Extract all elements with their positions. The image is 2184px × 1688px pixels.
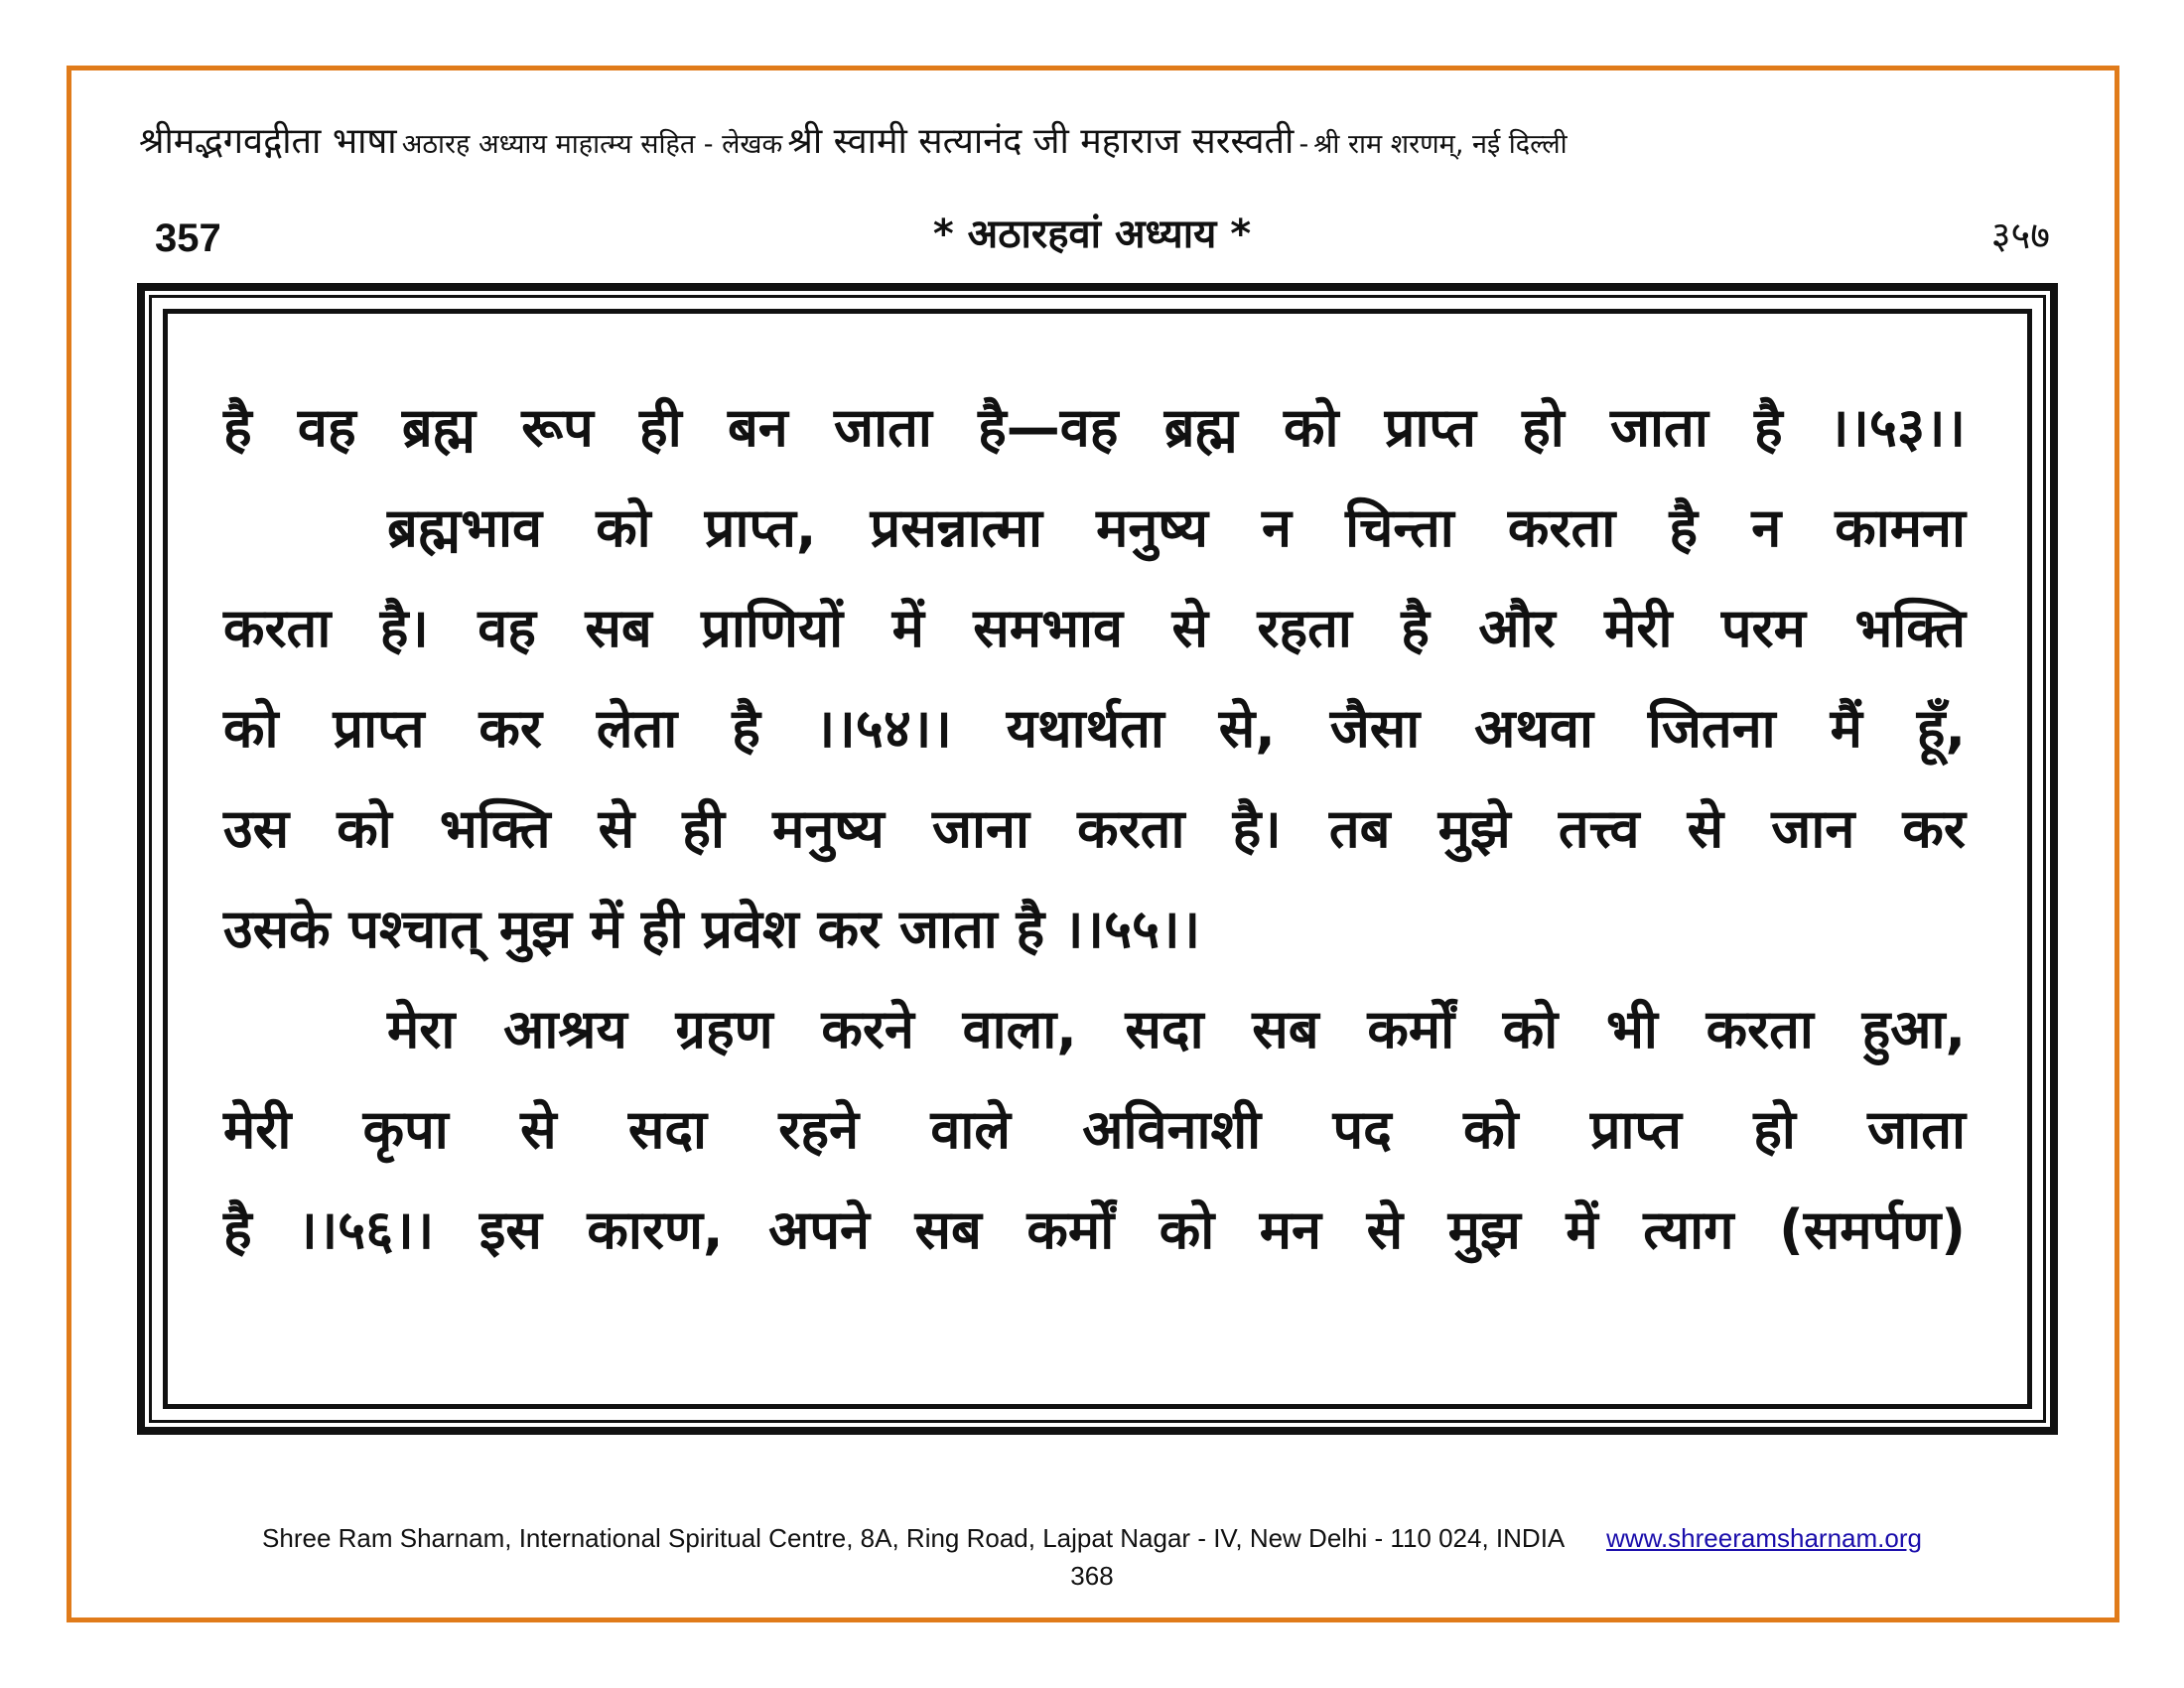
page-number-devanagari: ३५७ (1990, 213, 2050, 257)
footer-address: Shree Ram Sharnam, International Spiritual Centre, 8A, Ring Road, Lajpat Nagar - IV, New Delhi - 110 024, INDIA (262, 1523, 1564, 1553)
running-header (139, 115, 2065, 164)
text-line: है वह ब्रह्म रूप ही बन जाता है—वह ब्रह्म को प्राप्त हो जाता है ।।५३।। (223, 396, 1966, 459)
footer-page-number: 368 (1070, 1561, 1114, 1591)
footer-address-line (0, 1523, 2184, 1554)
chapter-title: * अठारहवां अध्याय * (932, 211, 1252, 257)
text-line: मेरा आश्रय ग्रहण करने वाला, सदा सब कर्मों को भी करता हुआ, (387, 998, 1966, 1060)
page-number-arabic: 357 (155, 216, 221, 260)
text-line: ब्रह्मभाव को प्राप्त, प्रसन्नात्मा मनुष्य न चिन्ता करता है न कामना (387, 496, 1966, 559)
website-link[interactable]: www.shreeramsharnam.org (1606, 1523, 1922, 1553)
text-line: मेरी कृपा से सदा रहने वाले अविनाशी पद को प्राप्त हो जाता (223, 1098, 1966, 1161)
text-line: करता है। वह सब प्राणियों में समभाव से रहता है और मेरी परम भक्ति (223, 597, 1966, 659)
publisher-name: श्री राम शरणम्, नई दिल्ली (1313, 129, 1568, 160)
text-line: उसके पश्चात् मुझ में ही प्रवेश कर जाता है ।।५५।। (223, 898, 1201, 960)
header-separator: - (1298, 129, 1309, 160)
text-line: को प्राप्त कर लेता है ।।५४।। यथार्थता से, जैसा अथवा जितना मैं हूँ, (223, 697, 1966, 760)
author-name: श्री स्वामी सत्यानंद जी महाराज सरस्वती (787, 121, 1295, 162)
text-line: उस को भक्ति से ही मनुष्य जाना करता है। तब मुझे तत्त्व से जान कर (223, 797, 1966, 860)
header-subtitle: अठारह अध्याय माहात्म्य सहित - लेखक (401, 129, 783, 160)
verse-text (223, 377, 1966, 1280)
book-title: श्रीमद्भगवद्गीता भाषा (139, 121, 397, 162)
text-line: है ।।५६।। इस कारण, अपने सब कर्मों को मन से मुझ में त्याग (समर्पण) (223, 1198, 1966, 1261)
